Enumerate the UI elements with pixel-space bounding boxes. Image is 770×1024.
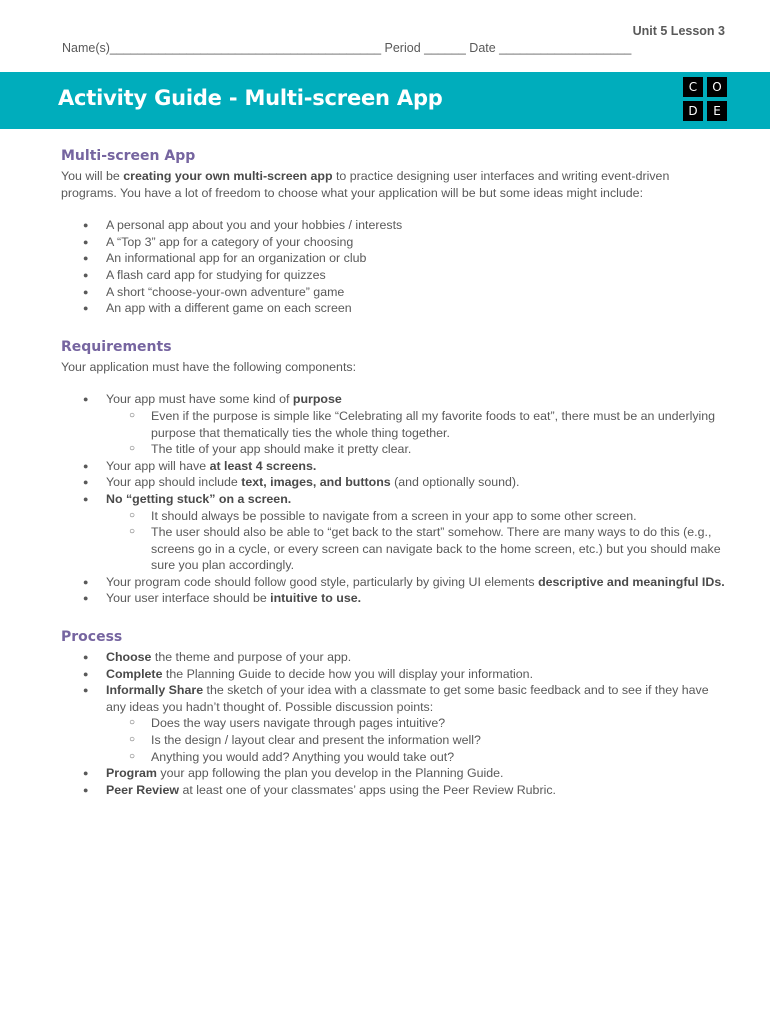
list-item: ● Your app will have at least 4 screens.: [61, 458, 726, 475]
list-item: ● An informational app for an organization or club: [61, 250, 726, 267]
logo-letter: E: [707, 101, 727, 121]
section-heading: Multi-screen App: [61, 148, 196, 164]
list-item: ● Your user interface should be intuitive to use.: [61, 590, 726, 607]
sub-list-item: ○ The title of your app should make it pretty clear.: [106, 441, 726, 458]
page-title: Activity Guide - Multi-screen App: [58, 86, 443, 110]
section-heading: Requirements: [61, 338, 172, 355]
sub-list-item: ○ Is the design / layout clear and present the information well?: [106, 732, 726, 749]
list-item: ● A “Top 3” app for a category of your choosing: [61, 234, 726, 251]
document-body: [61, 146, 726, 798]
list-item: ● Choose the theme and purpose of your app.: [61, 649, 726, 666]
name-period-date-line: Name(s)_______________________________________ Period ______ Date ___________________: [62, 41, 632, 55]
sub-list-item: ○ Anything you would add? Anything you would take out?: [106, 749, 726, 766]
list-item: ● No “getting stuck” on a screen. ○ It should always be possible to navigate from a screen in your app to some other screen. ○ The user should also be able to “get back to the start” somehow. There are many ways to do this (e.g., screens go in a cycle, or every screen can navigate back to the home screen, etc.) but you should make sure you plan accordingly.: [61, 491, 726, 574]
requirements-intro: Your application must have the following components:: [61, 359, 357, 374]
title-banner: [0, 72, 770, 129]
section-overview: [61, 146, 726, 317]
list-item: ● Your program code should follow good style, particularly by giving UI elements descriptive and meaningful IDs.: [61, 574, 726, 591]
intro-paragraph: You will be creating your own multi-screen app to practice designing user interfaces and writing event-driven programs. You have a lot of freedom to choose what your application will be but some ideas might include:: [61, 169, 670, 200]
requirements-list: [61, 391, 726, 607]
section-process: [61, 627, 726, 798]
sub-list-item: ○ It should always be possible to navigate from a screen in your app to some other screen.: [106, 508, 726, 525]
list-item: ● An app with a different game on each screen: [61, 300, 726, 317]
list-item: ● Your app should include text, images, and buttons (and optionally sound).: [61, 474, 726, 491]
list-item: ● A flash card app for studying for quizzes: [61, 267, 726, 284]
sub-list-item: ○ Does the way users navigate through pages intuitive?: [106, 715, 726, 732]
list-item: ● Program your app following the plan you develop in the Planning Guide.: [61, 765, 726, 782]
list-item: ● A personal app about you and your hobbies / interests: [61, 217, 726, 234]
sub-list-item: ○ The user should also be able to “get back to the start” somehow. There are many ways to do this (e.g., screens go in a cycle, or every screen can navigate back to the home screen, etc.) but you should make sure you plan accordingly.: [106, 524, 726, 574]
list-item: ● Your app must have some kind of purpose ○ Even if the purpose is simple like “Celebrating all my favorite foods to eat”, there must be an underlying purpose that thematically ties the whole thing together. ○ The title of your app should make it pretty clear.: [61, 391, 726, 457]
ideas-list: [61, 217, 726, 317]
code-logo: [683, 77, 729, 123]
section-heading: Process: [61, 629, 123, 646]
list-item: ● Peer Review at least one of your classmates’ apps using the Peer Review Rubric.: [61, 782, 726, 799]
list-item: ● A short “choose-your-own adventure” game: [61, 284, 726, 301]
section-requirements: [61, 337, 726, 607]
process-list: [61, 649, 726, 798]
list-item: ● Informally Share the sketch of your idea with a classmate to get some basic feedback and to see if they have any ideas you hadn’t thought of. Possible discussion points: ○ Does the way users navigate through pages intuitive? ○ Is the design / layout clear and present the information well? ○ Anything you would add? Anything you would take out?: [61, 682, 726, 765]
logo-letter: D: [683, 101, 703, 121]
lesson-label: Unit 5 Lesson 3: [632, 24, 725, 38]
sub-list-item: ○ Even if the purpose is simple like “Celebrating all my favorite foods to eat”, there must be an underlying purpose that thematically ties the whole thing together.: [106, 408, 726, 441]
logo-letter: O: [707, 77, 727, 97]
logo-letter: C: [683, 77, 703, 97]
list-item: ● Complete the Planning Guide to decide how you will display your information.: [61, 666, 726, 683]
